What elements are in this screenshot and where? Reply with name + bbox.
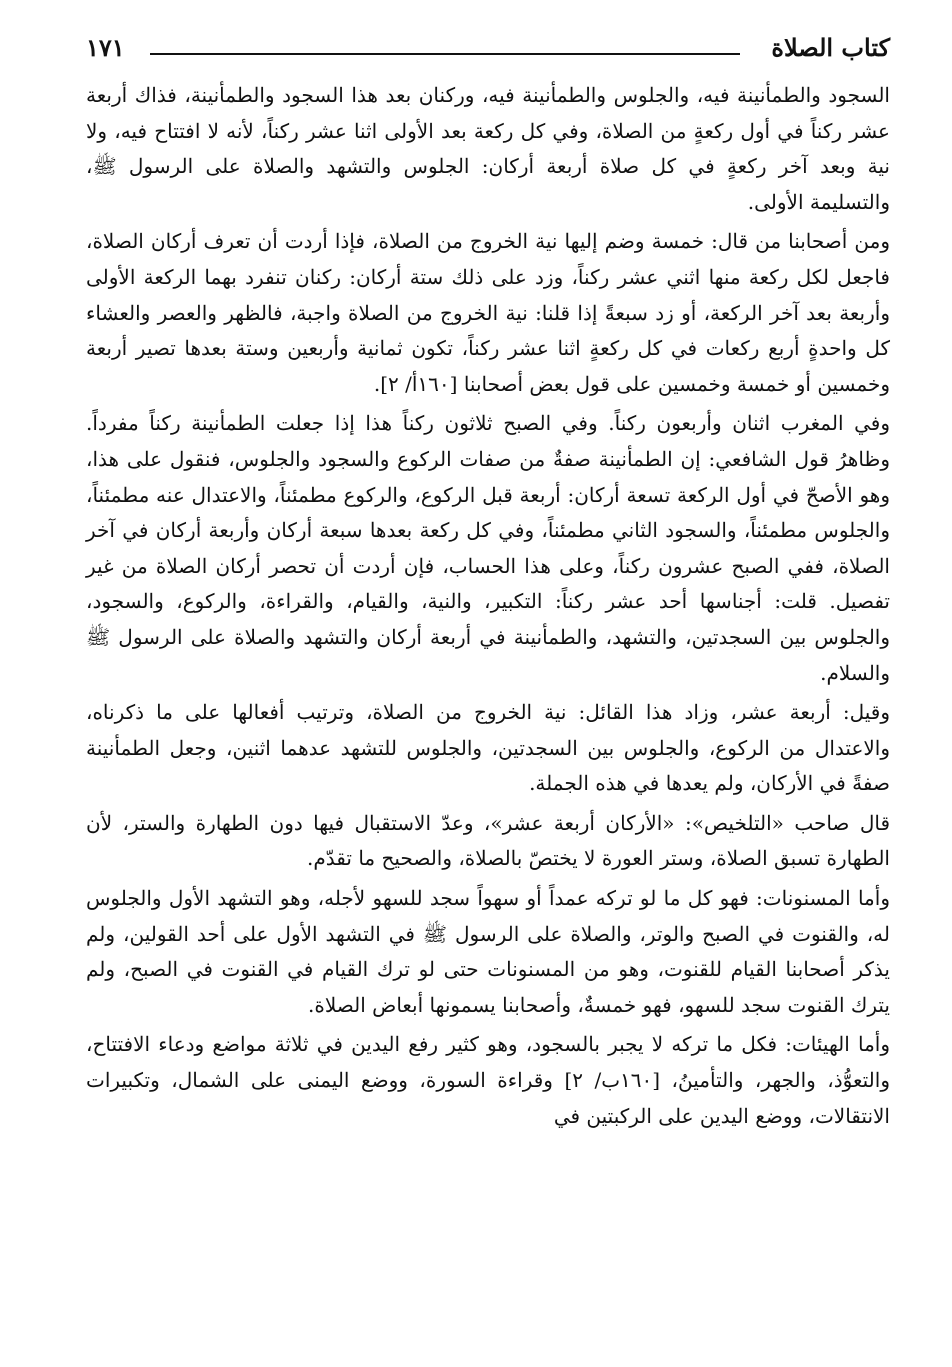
paragraph: ومن أصحابنا من قال: خمسة وضم إليها نية الخروج من الصلاة، فإذا أردت أن تعرف أركان الصلاة، فاجعل لكل ركعة منها اثني عشر ركناً، وزد على ذلك ستة أركان: ركنان تنفرد بهما الركعة الأولى وأربعة بعد آخر الركعة، أو زد سبعةً إذا قلنا: نية الخروج من الصلاة واجبة، فالظهر والعصر والعشاء كل واحدةٍ أربع ركعات في كل ركعةٍ اثنا عشر ركناً، تكون ثمانية وأربعين وستة بعدها تصير أربعة وخمسين أو خمسة وخمسين على قول بعض أصحابنا [١٦٠أ/ ٢]. <box>86 229 890 396</box>
paragraph: السجود والطمأنينة فيه، والجلوس والطمأنينة فيه، وركنان بعد هذا السجود والطمأنينة، فذاك أربعة عشر ركناً في أول ركعةٍ من الصلاة، وفي كل ركعة بعد الأولى اثنا عشر ركناً، لأنه لا افتتاح فيه، ولا نية وبعد آخر ركعةٍ في كل صلاة أربعة أركان: الجلوس والتشهد والصلاة على الرسول ﷺ، والتسليمة الأولى. <box>86 83 890 214</box>
chapter-title: كتاب الصلاة <box>771 33 890 62</box>
page-number: ١٧١ <box>86 33 125 62</box>
paragraph: وأما الهيئات: فكل ما تركه لا يجبر بالسجود، وهو كثير رفع اليدين في ثلاثة مواضع ودعاء الافتتاح، والتعوُّذ، والجهر، والتأمينُ، [١٦٠ب/ ٢] وقراءة السورة، ووضع اليمنى على الشمال، وتكبيرات الانتقالات، ووضع اليدين على الركبتين في <box>86 1032 890 1128</box>
paragraph: قال صاحب «التلخيص»: «الأركان أربعة عشر»، وعدّ الاستقبال فيها دون الطهارة والستر، لأن الطهارة تسبق الصلاة، وستر العورة لا يختصّ بالصلاة، والصحيح ما تقدّم. <box>86 810 890 871</box>
paragraph: وأما المسنونات: فهو كل ما لو تركه عمداً أو سهواً سجد للسهو لأجله، وهو التشهد الأول والجلوس له، والقنوت في الصبح والوتر، والصلاة على الرسول ﷺ في التشهد الأول على أحد القولين، ولم يذكر أصحابنا القيام للقنوت، وهو من المسنونات حتى لو ترك القيام في القنوت في الصبح، ولم يترك القنوت سجد للسهو، فهو خمسةٌ، وأصحابنا يسمونها أبعاض الصلاة. <box>86 886 890 1017</box>
running-header <box>86 30 890 70</box>
page-body <box>86 78 890 1138</box>
paragraph: وفي المغرب اثنان وأربعون ركناً. وفي الصبح ثلاثون ركناً هذا إذا جعلت الطمأنينة ركناً مفرداً. وظاهرُ قول الشافعي: إن الطمأنينة صفةٌ من صفات الركوع والسجود والجلوس، فنقول على هذا، وهو الأصحّ في أول الركعة تسعة أركان: أربعة قبل الركوع، والركوع مطمئناً، والاعتدال عنه مطمئناً، والجلوس مطمئناً، والسجود الثاني مطمئناً، وفي كل ركعة بعدها سبعة أركان وأربعة أركان في آخر الصلاة، ففي الصبح عشرون ركناً، وعلى هذا الحساب، فإن أردت أن تحصر أركان الصلاة من غير تفصيل. قلت: أجناسها أحد عشر ركناً: التكبير، والنية، والقيام، والقراءة، والركوع، والسجود، والجلوس بين السجدتين، والتشهد، والطمأنينة في أربعة أركان والتشهد والصلاة على الرسول ﷺ والسلام. <box>86 411 890 685</box>
header-rule <box>150 53 740 55</box>
paragraph: وقيل: أربعة عشر، وزاد هذا القائل: نية الخروج من الصلاة، وترتيب أفعالها على ما ذكرناه، والاعتدال من الركوع، والجلوس بين السجدتين، والجلوس للتشهد عدهما اثنين، وجعل الطمأنينة صفةً في الأركان، ولم يعدها في هذه الجملة. <box>86 700 890 796</box>
